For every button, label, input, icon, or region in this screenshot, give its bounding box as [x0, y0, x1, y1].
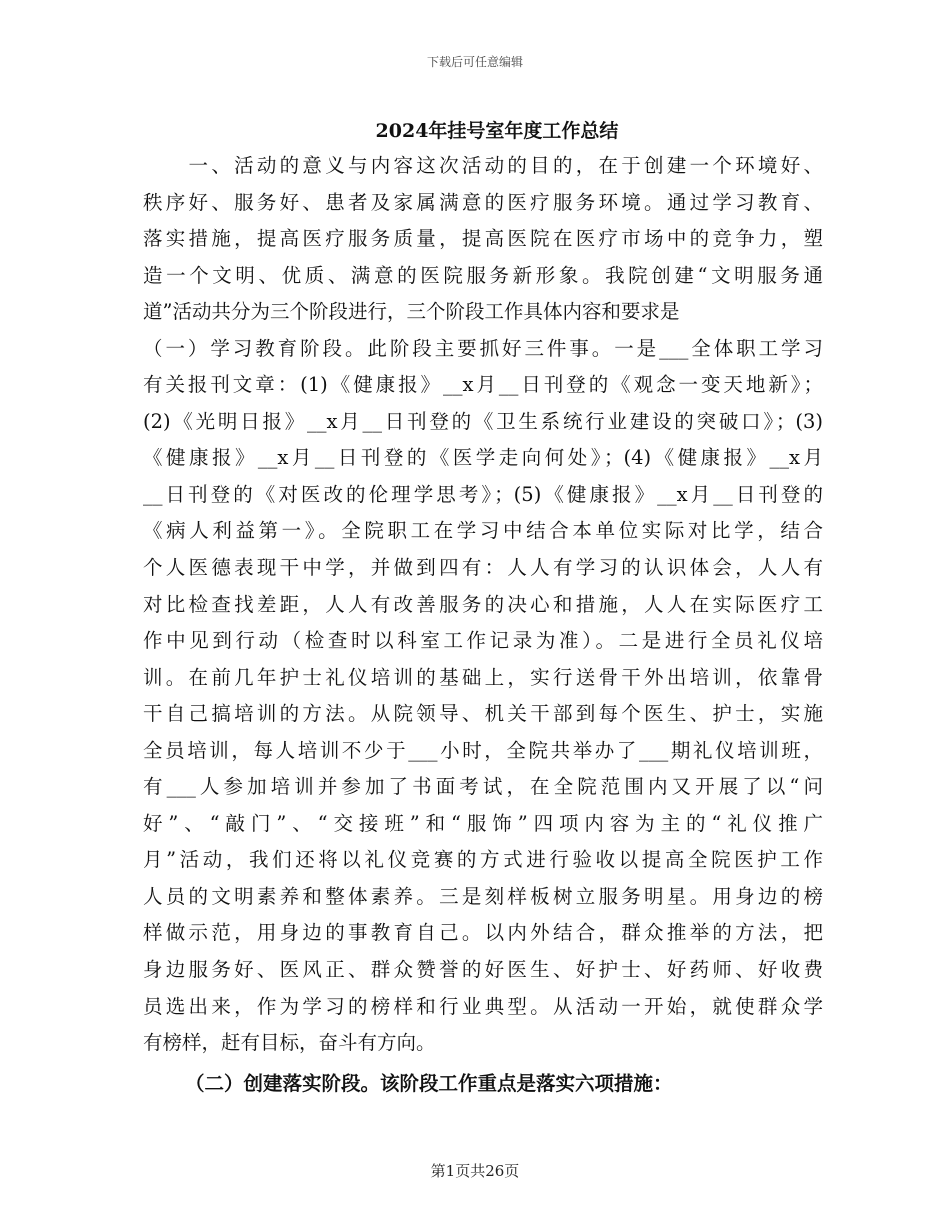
document-title: 2024年挂号室年度工作总结 — [375, 120, 619, 142]
body-line: 月”活动，我们还将以礼仪竞赛的方式进行验收以提高全院医护工作 — [143, 848, 823, 872]
body-line: 有榜样，赶有目标，奋斗有方向。 — [143, 1031, 436, 1055]
body-line: 对比检查找差距，人人有改善服务的决心和措施，人人在实际医疗工 — [143, 592, 823, 616]
body-line: 秩序好、服务好、患者及家属满意的医疗服务环境。通过学习教育、 — [143, 190, 823, 214]
body-line: 落实措施，提高医疗服务质量，提高医院在医疗市场中的竞争力，塑 — [143, 227, 823, 251]
body-line: 作中见到行动（检查时以科室工作记录为准）。二是进行全员礼仪培 — [143, 629, 823, 653]
body-line: __日刊登的《对医改的伦理学思考》；(5)《健康报》__x月__日刊登的 — [143, 482, 823, 506]
body-line: 训。在前几年护士礼仪培训的基础上，实行送骨干外出培训，依靠骨 — [143, 665, 823, 689]
body-line: 员选出来，作为学习的榜样和行业典型。从活动一开始，就使群众学 — [143, 994, 823, 1018]
body-line: 道”活动共分为三个阶段进行，三个阶段工作具体内容和要求是 — [143, 300, 680, 324]
body-line: 一、活动的意义与内容这次活动的目的，在于创建一个环境好、 — [143, 154, 823, 177]
header-note: 下载后可任意编辑 — [426, 55, 523, 69]
body-line: 造一个文明、优质、满意的医院服务新形象。我院创建“文明服务通 — [143, 263, 823, 287]
body-line: 《健康报》__x月__日刊登的《医学走向何处》；(4)《健康报》__x月 — [143, 446, 823, 470]
body-line: 好”、“敲门”、“交接班”和“服饰”四项内容为主的“礼仪推广 — [143, 811, 823, 835]
body-line: 个人医德表现干中学，并做到四有：人人有学习的认识体会，人人有 — [143, 556, 823, 580]
body-line: 身边服务好、医风正、群众赞誉的好医生、好护士、好药师、好收费 — [143, 958, 823, 982]
body-line: 人员的文明素养和整体素养。三是刻样板树立服务明星。用身边的榜 — [143, 884, 823, 908]
body-line: （一）学习教育阶段。此阶段主要抓好三件事。一是___全体职工学习 — [143, 336, 823, 360]
body-line: 样做示范，用身边的事教育自己。以内外结合，群众推举的方法，把 — [143, 921, 823, 945]
document-body — [143, 148, 823, 1102]
body-line: 《病人利益第一》。全院职工在学习中结合本单位实际对比学，结合 — [143, 519, 823, 543]
body-line: (2)《光明日报》__x月__日刊登的《卫生系统行业建设的突破口》；(3) — [143, 409, 823, 433]
body-line: 全员培训，每人培训不少于___小时，全院共举办了___期礼仪培训班， — [143, 738, 823, 762]
section-subheading: （二）创建落实阶段。该阶段工作重点是落实六项措施： — [185, 1071, 673, 1095]
body-line: 有关报刊文章：(1)《健康报》__x月__日刊登的《观念一变天地新》； — [143, 373, 823, 397]
page-footer: 第1页共26页 — [430, 1162, 520, 1180]
body-line: 干自己搞培训的方法。从院领导、机关干部到每个医生、护士，实施 — [143, 702, 823, 726]
body-line: 有___人参加培训并参加了书面考试，在全院范围内又开展了以“问 — [143, 775, 823, 799]
